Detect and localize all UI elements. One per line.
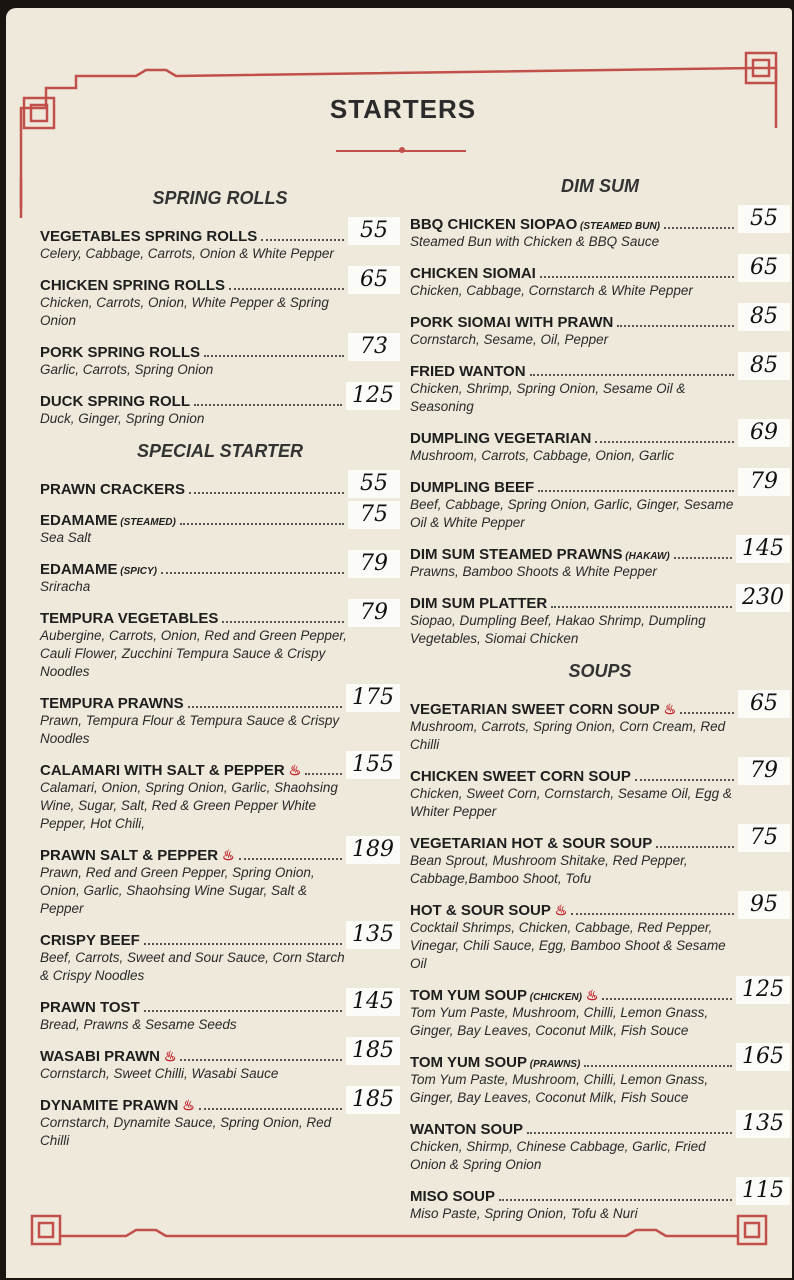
item-description: Bread, Prawns & Sesame Seeds: [40, 1017, 237, 1032]
chili-icon: ♨: [178, 1097, 195, 1113]
item-name: DIM SUM STEAMED PRAWNS (HAKAW): [410, 546, 670, 563]
item-price: 79: [738, 468, 790, 496]
item-name: FRIED WANTON: [410, 363, 526, 380]
dot-leader: [222, 621, 344, 623]
item-price: 165: [736, 1043, 790, 1071]
menu-item: [410, 254, 790, 300]
section-spacer: [410, 651, 790, 661]
menu-item: [40, 266, 400, 330]
item-name: TOM YUM SOUP (PRAWNS): [410, 1054, 581, 1071]
dot-leader: [194, 404, 342, 406]
dot-leader: [144, 943, 342, 945]
menu-item: [40, 501, 400, 547]
item-price: 75: [738, 824, 790, 852]
menu-item-row: [40, 836, 400, 864]
item-price: 95: [738, 891, 790, 919]
chili-icon: ♨: [550, 902, 568, 918]
item-name: MISO SOUP: [410, 1188, 496, 1205]
item-description: Miso Paste, Spring Onion, Tofu & Nuri: [410, 1206, 638, 1221]
item-name: PRAWN TOST: [40, 999, 140, 1016]
dot-leader: [664, 227, 734, 229]
menu-item-row: [410, 303, 790, 331]
item-description: Celery, Cabbage, Carrots, Onion & White Pepper: [40, 246, 334, 261]
menu-item-row: [410, 757, 790, 785]
menu-item: [40, 836, 400, 918]
item-description: Cornstarch, Sweet Chilli, Wasabi Sauce: [40, 1066, 279, 1081]
menu-item: [410, 891, 790, 973]
dot-leader: [680, 712, 734, 714]
menu-item: [410, 352, 790, 416]
menu-item-row: [410, 535, 790, 563]
menu-item-row: [410, 824, 790, 852]
item-price: 189: [346, 836, 400, 864]
menu-item: [40, 382, 400, 428]
menu-item: [40, 988, 400, 1034]
item-description: Chicken, Shrimp, Spring Onion, Sesame Oil & Seasoning: [410, 381, 686, 414]
dot-leader: [571, 913, 734, 915]
item-description: Sriracha: [40, 579, 91, 594]
menu-item-row: [410, 891, 790, 919]
dot-leader: [530, 374, 734, 376]
menu-item-row: [40, 1037, 400, 1065]
menu-item-row: [40, 550, 400, 578]
dot-leader: [538, 490, 734, 492]
menu-item: [40, 550, 400, 596]
item-price: 155: [346, 751, 400, 779]
menu-item: [40, 470, 400, 498]
item-tag: (PRAWNS): [526, 1059, 581, 1070]
menu-item: [40, 1086, 400, 1150]
item-name: CALAMARI WITH SALT & PEPPER ♨: [40, 762, 302, 779]
item-name: HOT & SOUR SOUP ♨: [410, 902, 568, 919]
item-name: CRISPY BEEF: [40, 932, 140, 949]
menu-item-row: [40, 501, 400, 529]
item-price: 79: [348, 550, 400, 578]
item-tag: (CHICKEN): [526, 992, 582, 1003]
item-description: Mushroom, Carrots, Cabbage, Onion, Garlic: [410, 448, 675, 463]
item-price: 115: [736, 1177, 790, 1205]
item-description: Calamari, Onion, Spring Onion, Garlic, Shaohsing Wine, Sugar, Salt, Red & Green Pepper White Pepper, Hot Chili,: [40, 780, 338, 831]
chili-icon: ♨: [160, 1048, 177, 1064]
dot-leader: [656, 846, 734, 848]
item-price: 79: [348, 599, 400, 627]
item-name: WASABI PRAWN ♨: [40, 1048, 177, 1065]
dot-leader: [229, 288, 344, 290]
menu-item-row: [410, 205, 790, 233]
menu-item: [410, 205, 790, 251]
dot-leader: [161, 572, 344, 574]
item-description: Duck, Ginger, Spring Onion: [40, 411, 205, 426]
item-price: 55: [348, 217, 400, 245]
item-price: 145: [346, 988, 400, 1016]
item-price: 65: [738, 254, 790, 282]
item-price: 69: [738, 419, 790, 447]
menu-item-row: [410, 254, 790, 282]
dot-leader: [499, 1199, 732, 1201]
menu-item: [410, 824, 790, 888]
item-price: 145: [736, 535, 790, 563]
item-description: Prawn, Red and Green Pepper, Spring Onion, Onion, Garlic, Shaohsing Wine Sugar, Salt & Pepper: [40, 865, 315, 916]
dot-leader: [584, 1065, 732, 1067]
menu-item: [410, 757, 790, 821]
item-description: Beef, Carrots, Sweet and Sour Sauce, Corn Starch & Crispy Noodles: [40, 950, 345, 983]
item-price: 230: [736, 584, 790, 612]
item-price: 65: [348, 266, 400, 294]
menu-item-row: [40, 470, 400, 498]
dot-leader: [188, 706, 342, 708]
menu-item: [410, 976, 790, 1040]
menu-item: [40, 751, 400, 833]
left-column: [40, 188, 400, 1153]
item-description: Prawn, Tempura Flour & Tempura Sauce & Crispy Noodles: [40, 713, 340, 746]
item-name: EDAMAME (SPICY): [40, 561, 157, 578]
item-name: DIM SUM PLATTER: [410, 595, 548, 612]
menu-item-row: [410, 352, 790, 380]
menu-item: [410, 1043, 790, 1107]
dot-leader: [180, 1059, 342, 1061]
menu-item-row: [40, 988, 400, 1016]
item-name: CHICKEN SIOMAI: [410, 265, 536, 282]
menu-item: [40, 921, 400, 985]
item-price: 55: [348, 470, 400, 498]
item-description: Tom Yum Paste, Mushroom, Chilli, Lemon Gnass, Ginger, Bay Leaves, Coconut Milk, Fish Souce: [410, 1005, 709, 1038]
menu-item-row: [40, 333, 400, 361]
item-price: 125: [736, 976, 790, 1004]
menu-item: [40, 1037, 400, 1083]
item-name: VEGETABLES SPRING ROLLS: [40, 228, 258, 245]
item-name: TOM YUM SOUP (CHICKEN) ♨: [410, 987, 599, 1004]
item-price: 85: [738, 303, 790, 331]
item-description: Sea Salt: [40, 530, 92, 545]
item-description: Chicken, Sweet Corn, Cornstarch, Sesame Oil, Egg & Whiter Pepper: [410, 786, 732, 819]
right-column: [410, 176, 790, 1226]
item-price: 75: [348, 501, 400, 529]
page-title: STARTERS: [329, 94, 477, 124]
item-name: DYNAMITE PRAWN ♨: [40, 1097, 195, 1114]
menu-item-row: [410, 419, 790, 447]
item-description: Bean Sprout, Mushroom Shitake, Red Pepper, Cabbage,Bamboo Shoot, Tofu: [410, 853, 688, 886]
dot-leader: [602, 998, 732, 1000]
item-description: Prawns, Bamboo Shoots & White Pepper: [410, 564, 657, 579]
item-price: 125: [346, 382, 400, 410]
item-price: 85: [738, 352, 790, 380]
dot-leader: [189, 492, 344, 494]
item-description: Aubergine, Carrots, Onion, Red and Green Pepper, Cauli Flower, Zucchini Tempura Sauce & Crispy Noodles: [40, 628, 347, 679]
item-tag: (STEAMED BUN): [577, 221, 661, 232]
dot-leader: [305, 773, 342, 775]
section-heading: SPRING ROLLS: [152, 188, 288, 208]
item-description: Siopao, Dumpling Beef, Hakao Shrimp, Dumpling Vegetables, Siomai Chicken: [410, 613, 706, 646]
item-description: Steamed Bun with Chicken & BBQ Sauce: [410, 234, 660, 249]
menu-item-row: [410, 1110, 790, 1138]
item-price: 185: [346, 1037, 400, 1065]
dot-leader: [204, 355, 344, 357]
item-name: CHICKEN SWEET CORN SOUP: [410, 768, 631, 785]
item-description: Mushroom, Carrots, Spring Onion, Corn Cream, Red Chilli: [410, 719, 726, 752]
menu-item-row: [40, 1086, 400, 1114]
menu-item: [40, 333, 400, 379]
dot-leader: [595, 441, 734, 443]
chili-icon: ♨: [581, 987, 599, 1003]
item-description: Chicken, Shirmp, Chinese Cabbage, Garlic, Fried Onion & Spring Onion: [410, 1139, 706, 1172]
menu-item-row: [40, 684, 400, 712]
item-price: 175: [346, 684, 400, 712]
menu-item: [410, 419, 790, 465]
item-tag: (HAKAW): [622, 551, 670, 562]
item-description: Chicken, Cabbage, Cornstarch & White Pepper: [410, 283, 693, 298]
menu-item: [40, 217, 400, 263]
item-name: TEMPURA VEGETABLES: [40, 610, 219, 627]
item-name: CHICKEN SPRING ROLLS: [40, 277, 226, 294]
menu-item-row: [410, 976, 790, 1004]
item-description: Cornstarch, Sesame, Oil, Pepper: [410, 332, 609, 347]
item-name: DUMPLING VEGETARIAN: [410, 430, 592, 447]
item-description: Chicken, Carrots, Onion, White Pepper & Spring Onion: [40, 295, 329, 328]
item-price: 79: [738, 757, 790, 785]
menu-item-row: [40, 921, 400, 949]
item-name: BBQ CHICKEN SIOPAO (STEAMED BUN): [410, 216, 661, 233]
item-name: EDAMAME (STEAMED): [40, 512, 176, 529]
dot-leader: [239, 858, 342, 860]
menu-item-row: [410, 584, 790, 612]
dot-leader: [551, 606, 732, 608]
menu-item: [410, 584, 790, 648]
item-price: 135: [346, 921, 400, 949]
dot-leader: [674, 557, 732, 559]
item-tag: (SPICY): [117, 566, 157, 577]
menu-item: [410, 1110, 790, 1174]
item-name: WANTON SOUP: [410, 1121, 524, 1138]
dot-leader: [635, 779, 734, 781]
item-price: 135: [736, 1110, 790, 1138]
chili-icon: ♨: [218, 847, 235, 863]
menu-item: [410, 535, 790, 581]
menu-item-row: [40, 266, 400, 294]
item-description: Cornstarch, Dynamite Sauce, Spring Onion, Red Chilli: [40, 1115, 332, 1148]
section-heading: DIM SUM: [561, 176, 639, 196]
dot-leader: [617, 325, 734, 327]
item-name: DUMPLING BEEF: [410, 479, 535, 496]
menu-item: [410, 468, 790, 532]
menu-item: [410, 690, 790, 754]
chili-icon: ♨: [284, 762, 302, 778]
menu-item-row: [40, 751, 400, 779]
dot-leader: [527, 1132, 732, 1134]
item-name: DUCK SPRING ROLL: [40, 393, 190, 410]
menu-page: [6, 8, 792, 1278]
item-tag: (STEAMED): [117, 517, 176, 528]
menu-item-row: [410, 690, 790, 718]
item-name: VEGETARIAN HOT & SOUR SOUP: [410, 835, 653, 852]
menu-item: [40, 599, 400, 681]
menu-item-row: [410, 1177, 790, 1205]
item-name: TEMPURA PRAWNS: [40, 695, 184, 712]
item-price: 55: [738, 205, 790, 233]
menu-item: [410, 303, 790, 349]
menu-item: [40, 684, 400, 748]
menu-item: [410, 1177, 790, 1223]
chili-icon: ♨: [659, 701, 677, 717]
item-description: Cocktail Shrimps, Chicken, Cabbage, Red Pepper, Vinegar, Chili Sauce, Egg, Bamboo Shoot & Sesame Oil: [410, 920, 726, 971]
dot-leader: [540, 276, 734, 278]
item-name: PRAWN CRACKERS: [40, 481, 186, 498]
item-name: PRAWN SALT & PEPPER ♨: [40, 847, 235, 864]
dot-leader: [261, 239, 344, 241]
menu-item-row: [410, 468, 790, 496]
dot-leader: [180, 523, 344, 525]
menu-item-row: [410, 1043, 790, 1071]
section-spacer: [40, 431, 400, 441]
item-price: 73: [348, 333, 400, 361]
item-price: 65: [738, 690, 790, 718]
item-description: Tom Yum Paste, Mushroom, Chilli, Lemon Gnass, Ginger, Bay Leaves, Coconut Milk, Fish Souce: [410, 1072, 709, 1105]
item-name: VEGETARIAN SWEET CORN SOUP ♨: [410, 701, 677, 718]
item-description: Garlic, Carrots, Spring Onion: [40, 362, 214, 377]
menu-item-row: [40, 217, 400, 245]
item-description: Beef, Cabbage, Spring Onion, Garlic, Ginger, Sesame Oil & White Pepper: [410, 497, 734, 530]
item-name: PORK SIOMAI WITH PRAWN: [410, 314, 614, 331]
item-price: 185: [346, 1086, 400, 1114]
section-heading: SPECIAL STARTER: [136, 441, 304, 461]
menu-item-row: [40, 382, 400, 410]
dot-leader: [199, 1108, 342, 1110]
title-divider-dot: [399, 147, 405, 153]
section-heading: SOUPS: [568, 661, 632, 681]
dot-leader: [144, 1010, 342, 1012]
menu-item-row: [40, 599, 400, 627]
item-name: PORK SPRING ROLLS: [40, 344, 201, 361]
